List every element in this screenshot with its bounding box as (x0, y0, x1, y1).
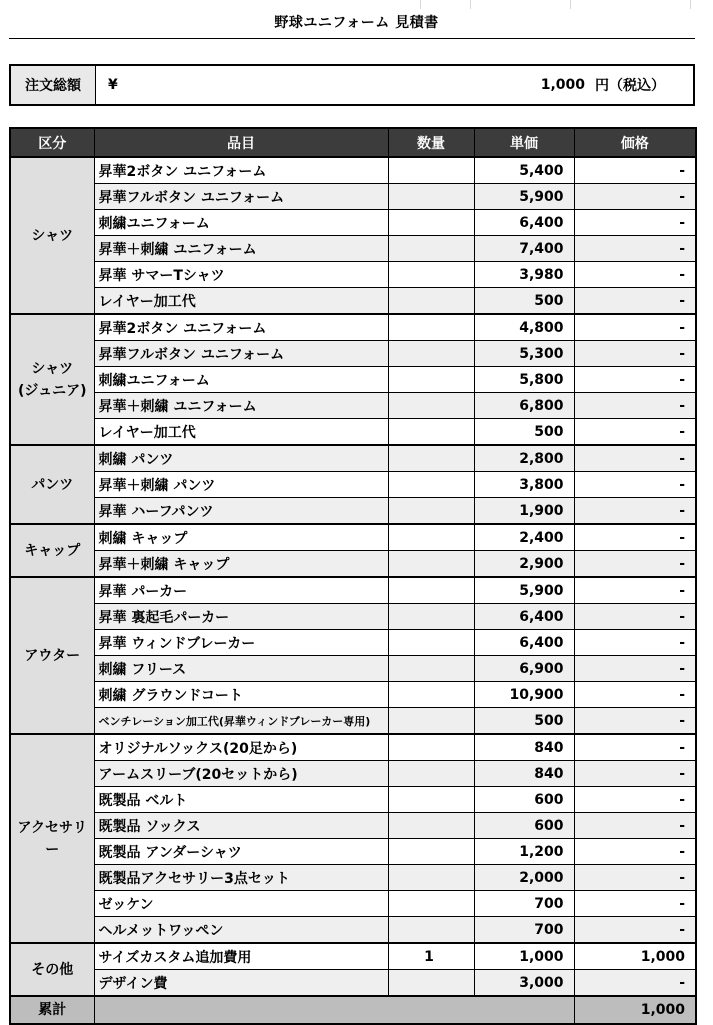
column-gridline (690, 0, 691, 9)
category-group (10, 943, 696, 996)
price-cell: - (574, 891, 696, 917)
quantity-cell[interactable] (388, 865, 474, 891)
item-name: 昇華フルボタン ユニフォーム (94, 341, 388, 367)
table-row (10, 314, 696, 341)
quantity-cell[interactable] (388, 524, 474, 551)
item-name: 昇華 サマーTシャツ (94, 262, 388, 288)
quantity-cell[interactable] (388, 708, 474, 735)
price-cell: - (574, 524, 696, 551)
price-cell: - (574, 288, 696, 315)
table-row (10, 943, 696, 970)
item-name: 既製品アクセサリー3点セット (94, 865, 388, 891)
price-cell: - (574, 917, 696, 944)
header-unit-price: 単価 (474, 128, 574, 157)
quantity-cell[interactable] (388, 498, 474, 525)
price-cell: - (574, 839, 696, 865)
title-underline (9, 38, 695, 39)
unit-price-cell: 500 (474, 288, 574, 315)
header-price: 価格 (574, 128, 696, 157)
item-name: 昇華＋刺繍 ユニフォーム (94, 236, 388, 262)
price-cell: - (574, 157, 696, 184)
item-name: 昇華＋刺繍 パンツ (94, 472, 388, 498)
quantity-cell[interactable] (388, 656, 474, 682)
table-row (10, 262, 696, 288)
table-row (10, 656, 696, 682)
quote-table (9, 127, 697, 1025)
table-row (10, 839, 696, 865)
item-name: 昇華 ハーフパンツ (94, 498, 388, 525)
unit-price-cell: 4,800 (474, 314, 574, 341)
quantity-cell[interactable] (388, 891, 474, 917)
price-cell: - (574, 210, 696, 236)
category-label: パンツ (31, 476, 74, 493)
item-name: ゼッケン (94, 891, 388, 917)
unit-price-cell: 1,000 (474, 943, 574, 970)
unit-price-cell: 2,000 (474, 865, 574, 891)
price-cell: - (574, 813, 696, 839)
table-row (10, 630, 696, 656)
table-row (10, 236, 696, 262)
item-name: 昇華2ボタン ユニフォーム (94, 157, 388, 184)
category-label: アウター (24, 647, 81, 664)
price-cell: - (574, 551, 696, 578)
quantity-cell[interactable] (388, 262, 474, 288)
quantity-cell[interactable] (388, 419, 474, 446)
item-name: 昇華 パーカー (94, 577, 388, 604)
quantity-cell[interactable] (388, 734, 474, 761)
item-name: 刺繍 フリース (94, 656, 388, 682)
category-cell (10, 734, 94, 943)
unit-price-cell: 5,900 (474, 184, 574, 210)
unit-price-cell: 3,000 (474, 970, 574, 997)
unit-price-cell: 6,400 (474, 630, 574, 656)
price-cell: - (574, 419, 696, 446)
table-row (10, 787, 696, 813)
item-name: 刺繍 キャップ (94, 524, 388, 551)
unit-price-cell: 600 (474, 787, 574, 813)
table-row (10, 393, 696, 419)
item-name: 既製品 ソックス (94, 813, 388, 839)
quantity-cell[interactable] (388, 210, 474, 236)
unit-price-cell: 6,400 (474, 604, 574, 630)
category-group (10, 524, 696, 577)
unit-price-cell: 7,400 (474, 236, 574, 262)
unit-price-cell: 2,800 (474, 445, 574, 472)
item-name: 昇華＋刺繍 キャップ (94, 551, 388, 578)
price-cell: - (574, 865, 696, 891)
category-label: キャップ (24, 542, 81, 559)
unit-price-cell: 6,800 (474, 393, 574, 419)
unit-price-cell: 2,900 (474, 551, 574, 578)
item-name: ヘルメットワッペン (94, 917, 388, 944)
unit-price-cell: 2,400 (474, 524, 574, 551)
category-cell (10, 577, 94, 734)
unit-price-cell: 1,900 (474, 498, 574, 525)
category-cell (10, 157, 94, 314)
item-name: 昇華フルボタン ユニフォーム (94, 184, 388, 210)
price-cell: - (574, 630, 696, 656)
price-cell: - (574, 367, 696, 393)
order-total-box (9, 64, 695, 106)
item-name: サイズカスタム追加費用 (94, 943, 388, 970)
unit-price-cell: 10,900 (474, 682, 574, 708)
table-row (10, 917, 696, 944)
price-cell: - (574, 262, 696, 288)
price-cell: - (574, 498, 696, 525)
quantity-cell[interactable] (388, 314, 474, 341)
category-label: シャツ (ジュニア) (17, 360, 87, 399)
price-cell: - (574, 184, 696, 210)
quantity-cell[interactable] (388, 839, 474, 865)
item-name: オリジナルソックス(20足から) (94, 734, 388, 761)
unit-price-cell: 840 (474, 761, 574, 787)
quantity-cell[interactable] (388, 367, 474, 393)
table-row (10, 604, 696, 630)
order-total-unit: 円（税込） (595, 78, 665, 94)
order-total-amount[interactable]: 1,000 (540, 77, 585, 93)
page-title: 野球ユニフォーム 見積書 (274, 15, 439, 31)
item-name: 昇華2ボタン ユニフォーム (94, 314, 388, 341)
header-item: 品目 (94, 128, 388, 157)
quantity-cell[interactable]: 1 (388, 943, 474, 970)
header-row (10, 128, 696, 157)
price-cell: - (574, 341, 696, 367)
quantity-cell[interactable] (388, 761, 474, 787)
unit-price-cell: 3,800 (474, 472, 574, 498)
quantity-cell[interactable] (388, 393, 474, 419)
quantity-cell[interactable] (388, 288, 474, 315)
item-name: 既製品 アンダーシャツ (94, 839, 388, 865)
table-row (10, 419, 696, 446)
table-row (10, 813, 696, 839)
table-row (10, 682, 696, 708)
header-category: 区分 (10, 128, 94, 157)
price-cell: - (574, 708, 696, 735)
table-row (10, 524, 696, 551)
unit-price-cell: 700 (474, 917, 574, 944)
category-label: アクセサリー (17, 819, 88, 858)
quantity-cell[interactable] (388, 445, 474, 472)
table-row (10, 210, 696, 236)
unit-price-cell: 6,900 (474, 656, 574, 682)
quantity-cell[interactable] (388, 341, 474, 367)
category-group (10, 577, 696, 734)
item-name: 昇華＋刺繍 ユニフォーム (94, 393, 388, 419)
column-gridline (470, 0, 471, 9)
table-row (10, 891, 696, 917)
quantity-cell[interactable] (388, 236, 474, 262)
price-cell: - (574, 787, 696, 813)
table-row (10, 184, 696, 210)
category-group (10, 445, 696, 524)
table-row (10, 367, 696, 393)
unit-price-cell: 700 (474, 891, 574, 917)
unit-price-cell: 500 (474, 419, 574, 446)
price-cell: - (574, 393, 696, 419)
quantity-cell[interactable] (388, 184, 474, 210)
table-row (10, 341, 696, 367)
order-total-label: 注文総額 (11, 66, 96, 104)
unit-price-cell: 5,900 (474, 577, 574, 604)
category-cell (10, 943, 94, 996)
sum-spacer (94, 996, 574, 1024)
table-row (10, 734, 696, 761)
table-row (10, 498, 696, 525)
price-cell: - (574, 734, 696, 761)
category-label: シャツ (31, 227, 74, 244)
sum-row (10, 996, 696, 1024)
price-cell: - (574, 682, 696, 708)
order-total-currency: ¥ (108, 77, 118, 93)
column-gridline (570, 0, 571, 9)
unit-price-cell: 1,200 (474, 839, 574, 865)
quantity-cell[interactable] (388, 917, 474, 944)
quantity-cell[interactable] (388, 604, 474, 630)
item-name: ベンチレーション加工代(昇華ウィンドブレーカー専用) (94, 708, 388, 735)
table-row (10, 708, 696, 735)
table-row (10, 472, 696, 498)
column-gridline (420, 0, 421, 9)
price-cell: - (574, 656, 696, 682)
item-name: デザイン費 (94, 970, 388, 997)
price-cell: - (574, 970, 696, 997)
quantity-cell[interactable] (388, 970, 474, 997)
sum-total: 1,000 (574, 996, 696, 1024)
category-group (10, 157, 696, 314)
item-name: 刺繍 パンツ (94, 445, 388, 472)
header-quantity: 数量 (388, 128, 474, 157)
price-cell: - (574, 445, 696, 472)
table-row (10, 761, 696, 787)
unit-price-cell: 5,300 (474, 341, 574, 367)
price-cell: - (574, 236, 696, 262)
table-row (10, 288, 696, 315)
price-cell: - (574, 761, 696, 787)
table-row (10, 157, 696, 184)
item-name: 刺繍 グラウンドコート (94, 682, 388, 708)
category-cell (10, 445, 94, 524)
table-row (10, 551, 696, 578)
item-name: レイヤー加工代 (94, 288, 388, 315)
unit-price-cell: 600 (474, 813, 574, 839)
category-group (10, 314, 696, 445)
unit-price-cell: 3,980 (474, 262, 574, 288)
quantity-cell[interactable] (388, 682, 474, 708)
quantity-cell[interactable] (388, 787, 474, 813)
quantity-cell[interactable] (388, 813, 474, 839)
unit-price-cell: 5,400 (474, 157, 574, 184)
item-name: 昇華 ウィンドブレーカー (94, 630, 388, 656)
price-cell: 1,000 (574, 943, 696, 970)
category-cell (10, 314, 94, 445)
item-name: レイヤー加工代 (94, 419, 388, 446)
item-name: 刺繍ユニフォーム (94, 210, 388, 236)
price-cell: - (574, 472, 696, 498)
unit-price-cell: 840 (474, 734, 574, 761)
table-row (10, 865, 696, 891)
item-name: アームスリーブ(20セットから) (94, 761, 388, 787)
unit-price-cell: 500 (474, 708, 574, 735)
price-cell: - (574, 314, 696, 341)
category-group (10, 734, 696, 943)
item-name: 刺繍ユニフォーム (94, 367, 388, 393)
table-row (10, 970, 696, 997)
quantity-cell[interactable] (388, 551, 474, 578)
quantity-cell[interactable] (388, 157, 474, 184)
category-cell (10, 524, 94, 577)
quantity-cell[interactable] (388, 472, 474, 498)
category-label: その他 (31, 961, 74, 978)
unit-price-cell: 6,400 (474, 210, 574, 236)
price-cell: - (574, 577, 696, 604)
table-row (10, 445, 696, 472)
unit-price-cell: 5,800 (474, 367, 574, 393)
quantity-cell[interactable] (388, 630, 474, 656)
price-cell: - (574, 604, 696, 630)
item-name: 昇華 裏起毛パーカー (94, 604, 388, 630)
sum-label: 累計 (10, 996, 94, 1024)
table-row (10, 577, 696, 604)
item-name: 既製品 ベルト (94, 787, 388, 813)
quantity-cell[interactable] (388, 577, 474, 604)
